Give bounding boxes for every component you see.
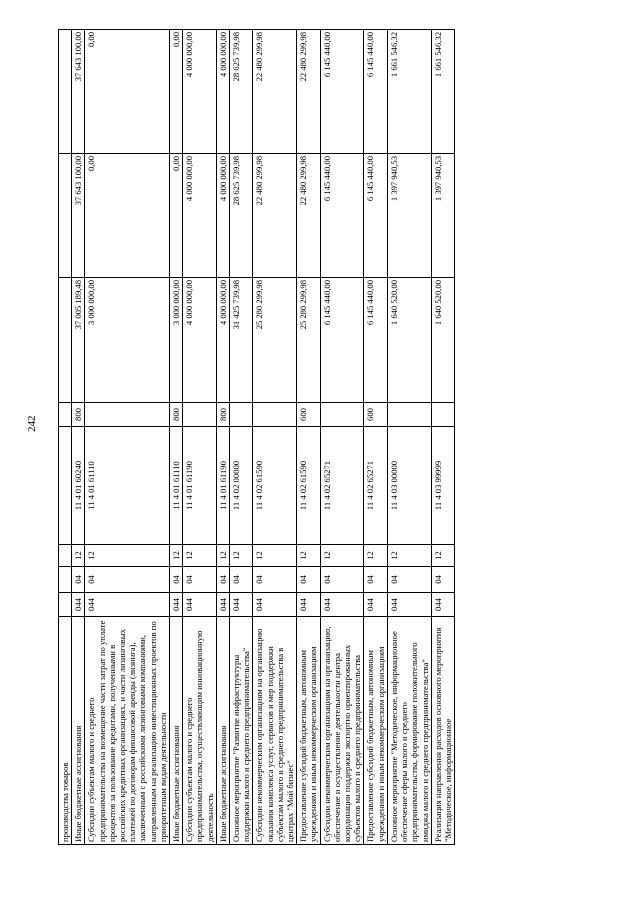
table-row	[183, 30, 217, 845]
cell-rz: 04	[183, 567, 217, 593]
cell-s1: 25 280 299,98	[253, 278, 297, 403]
cell-s3: 6 145 440,00	[364, 30, 387, 154]
cell-csr: 11 4 02 65271	[320, 427, 364, 545]
cell-rz: 04	[170, 567, 183, 593]
cell-s1: 1 640 520,00	[431, 278, 454, 403]
cell-rz: 04	[72, 567, 85, 593]
cell-rz: 04	[230, 567, 253, 593]
cell-s1: 4 000 000,00	[216, 278, 229, 403]
cell-vr: 600	[297, 403, 320, 427]
cell-s1: 3 000 000,00	[170, 278, 183, 403]
cell-name: Иные бюджетные ассигнования	[216, 617, 229, 845]
cell-pr: 12	[431, 545, 454, 567]
cell-s1: 6 145 440,00	[320, 278, 364, 403]
table-row	[59, 30, 72, 845]
cell-s3: 6 145 440,00	[320, 30, 364, 154]
cell-s3: 22 480 299,98	[253, 30, 297, 154]
table-row	[230, 30, 253, 845]
cell-pr: 12	[320, 545, 364, 567]
cell-s2: 1 397 940,53	[431, 154, 454, 278]
cell-name: Основное мероприятие "Развитие инфраструктуры поддержки малого и среднего предпринимательства"	[230, 617, 253, 845]
cell-s2: 22 480 299,98	[297, 154, 320, 278]
cell-s1: 25 280 299,98	[297, 278, 320, 403]
cell-name: Реализация направления расходов основного мероприятия "Методическое, информационное	[431, 617, 454, 845]
cell-name: Иные бюджетные ассигнования	[170, 617, 183, 845]
cell-pr: 12	[230, 545, 253, 567]
cell-name: Субсидии субъектам малого и среднего предпринимательства, осуществляющим инновационную деятельность	[183, 617, 217, 845]
cell-s2: 4 000 000,00	[183, 154, 217, 278]
cell-s3: 1 661 546,32	[387, 30, 431, 154]
cell-vr	[387, 403, 431, 427]
cell-rz: 04	[297, 567, 320, 593]
cell-pr: 12	[364, 545, 387, 567]
cell-rz: 04	[431, 567, 454, 593]
cell-s1: 4 000 000,00	[183, 278, 217, 403]
cell-csr: 11 4 02 61590	[297, 427, 320, 545]
cell-s2	[59, 154, 72, 278]
table-row	[85, 30, 170, 845]
table-row	[387, 30, 431, 845]
cell-ved: 044	[230, 593, 253, 617]
cell-csr: 11 4 01 61110	[85, 427, 170, 545]
cell-name: Иные бюджетные ассигнования	[72, 617, 85, 845]
table-row	[216, 30, 229, 845]
cell-s2: 22 480 299,98	[253, 154, 297, 278]
cell-vr	[230, 403, 253, 427]
cell-s1: 37 005 189,48	[72, 278, 85, 403]
cell-s1: 31 425 739,98	[230, 278, 253, 403]
table-row	[431, 30, 454, 845]
cell-vr	[85, 403, 170, 427]
cell-vr: 800	[216, 403, 229, 427]
table-row	[364, 30, 387, 845]
cell-s2: 1 397 940,53	[387, 154, 431, 278]
cell-ved	[59, 593, 72, 617]
cell-ved: 044	[216, 593, 229, 617]
cell-csr: 11 4 01 60240	[72, 427, 85, 545]
cell-vr	[253, 403, 297, 427]
cell-vr: 800	[170, 403, 183, 427]
cell-name: Основное мероприятие "Методическое, информационное обеспечение сферы малого и среднего предпринимательства, формирование положительного имиджа малого и среднего предпринимательства"	[387, 617, 431, 845]
cell-name: Субсидии некоммерческим организациям на организацию, обеспечение и осуществление деятельности центра координации поддержки экспортно ориентированных субъектов малого и среднего предпринимательства	[320, 617, 364, 845]
cell-s2: 6 145 440,00	[320, 154, 364, 278]
budget-table	[58, 29, 455, 845]
cell-ved: 044	[431, 593, 454, 617]
cell-pr: 12	[387, 545, 431, 567]
cell-s3: 1 661 546,32	[431, 30, 454, 154]
cell-pr: 12	[216, 545, 229, 567]
page-number: 242	[26, 415, 38, 432]
cell-s3: 4 000 000,00	[183, 30, 217, 154]
cell-csr	[59, 427, 72, 545]
table-row	[297, 30, 320, 845]
rotated-table-container	[58, 30, 453, 842]
cell-vr: 600	[364, 403, 387, 427]
cell-name: Субсидии некоммерческим организациям на организацию оказания комплекса услуг, сервисов и мер поддержки субъектам малого и среднего предпринимательства в центрах "Мой бизнес"	[253, 617, 297, 845]
cell-s1: 3 000 000,00	[85, 278, 170, 403]
cell-pr: 12	[85, 545, 170, 567]
cell-ved: 044	[364, 593, 387, 617]
cell-ved: 044	[85, 593, 170, 617]
cell-s3: 22 480 299,98	[297, 30, 320, 154]
cell-ved: 044	[183, 593, 217, 617]
cell-ved: 044	[387, 593, 431, 617]
cell-name: Предоставление субсидий бюджетным, автономным учреждениям и иным некоммерческим организациям	[297, 617, 320, 845]
cell-s1	[59, 278, 72, 403]
cell-csr: 11 4 01 61190	[183, 427, 217, 545]
cell-s3: 0,00	[85, 30, 170, 154]
cell-s2: 0,00	[85, 154, 170, 278]
cell-pr	[59, 545, 72, 567]
cell-name: производства товаров	[59, 617, 72, 845]
cell-rz	[59, 567, 72, 593]
cell-ved: 044	[72, 593, 85, 617]
table-row	[320, 30, 364, 845]
cell-rz: 04	[320, 567, 364, 593]
cell-ved: 044	[170, 593, 183, 617]
cell-s3: 28 625 739,98	[230, 30, 253, 154]
cell-csr: 11 4 02 61590	[253, 427, 297, 545]
cell-name: Предоставление субсидий бюджетным, автономным учреждениям и иным некоммерческим организациям	[364, 617, 387, 845]
cell-vr	[431, 403, 454, 427]
cell-ved: 044	[320, 593, 364, 617]
cell-name: Субсидии субъектам малого и среднего предпринимательства на возмещение части затрат по уплате процентов за пользование кредитами, полученными в российских кредитных организациях, и части лизинговых платежей по договорам финансовой аренды (лизинга), заключенным с российскими лизинговыми компаниями, направленным на реализацию инвестиционных проектов по приоритетным видам деятельности	[85, 617, 170, 845]
cell-s3	[59, 30, 72, 154]
cell-s2: 37 643 100,00	[72, 154, 85, 278]
cell-vr	[320, 403, 364, 427]
table-row	[72, 30, 85, 845]
cell-vr: 800	[72, 403, 85, 427]
cell-s1: 6 145 440,00	[364, 278, 387, 403]
cell-s1: 1 640 520,00	[387, 278, 431, 403]
cell-s2: 28 625 739,98	[230, 154, 253, 278]
cell-csr: 11 4 01 61190	[216, 427, 229, 545]
cell-rz: 04	[85, 567, 170, 593]
cell-pr: 12	[297, 545, 320, 567]
cell-s3: 0,00	[170, 30, 183, 154]
cell-vr	[59, 403, 72, 427]
table-row	[253, 30, 297, 845]
cell-s2: 4 000 000,00	[216, 154, 229, 278]
cell-csr: 11 4 01 61110	[170, 427, 183, 545]
cell-ved: 044	[253, 593, 297, 617]
table-body	[59, 30, 455, 845]
cell-pr: 12	[253, 545, 297, 567]
cell-s3: 4 000 000,00	[216, 30, 229, 154]
cell-s2: 6 145 440,00	[364, 154, 387, 278]
cell-rz: 04	[364, 567, 387, 593]
cell-rz: 04	[216, 567, 229, 593]
cell-s2: 0,00	[170, 154, 183, 278]
cell-s3: 37 643 100,00	[72, 30, 85, 154]
cell-ved: 044	[297, 593, 320, 617]
cell-pr: 12	[183, 545, 217, 567]
cell-vr	[183, 403, 217, 427]
cell-pr: 12	[170, 545, 183, 567]
cell-rz: 04	[253, 567, 297, 593]
cell-rz: 04	[387, 567, 431, 593]
cell-csr: 11 4 03 00000	[387, 427, 431, 545]
cell-csr: 11 4 02 00000	[230, 427, 253, 545]
cell-csr: 11 4 03 99999	[431, 427, 454, 545]
table-row	[170, 30, 183, 845]
cell-csr: 11 4 02 65271	[364, 427, 387, 545]
cell-pr: 12	[72, 545, 85, 567]
